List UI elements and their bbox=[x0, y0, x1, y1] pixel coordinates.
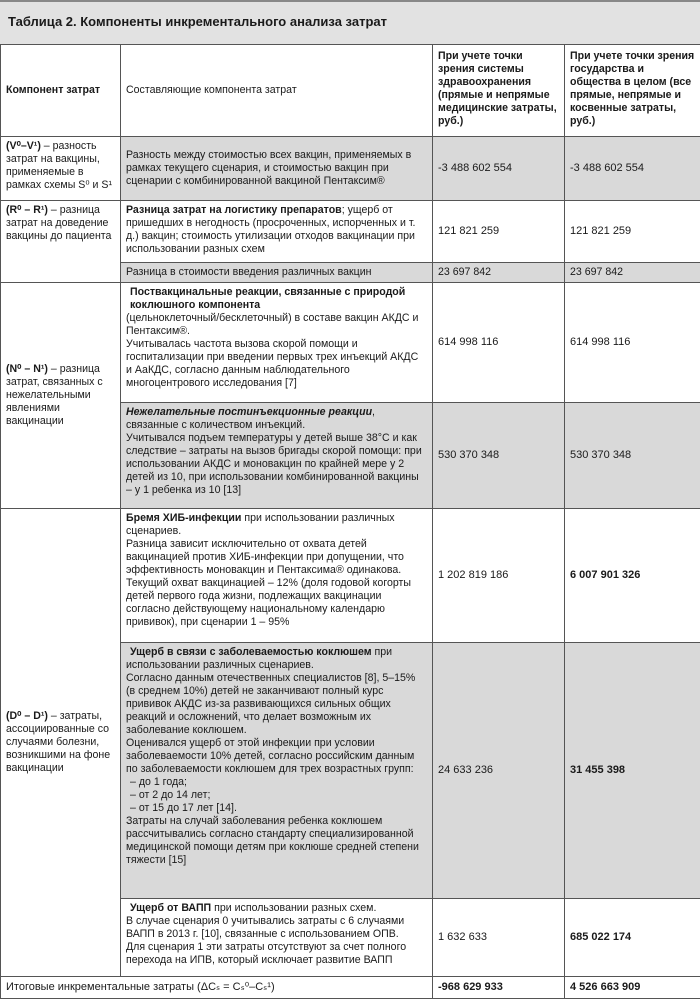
row-postinjection-text bbox=[121, 403, 433, 509]
row-logistics-health: 121 821 259 bbox=[433, 201, 565, 263]
cost-table bbox=[0, 44, 700, 999]
table-row bbox=[1, 509, 700, 643]
total-label: Итоговые инкрементальные затраты (ΔCₛ = Cₛ⁰–Cₛ¹) bbox=[1, 977, 433, 999]
row-pertussis-health: 24 633 236 bbox=[433, 643, 565, 899]
row-postinjection-society: 530 370 348 bbox=[565, 403, 700, 509]
row-pertussis-body4: Затраты на случай заболевания ребенка коклюшем рассчитывались согласно стандарту специализированной медицинской помощи детям при коклюше средней степени тяжести [15] bbox=[126, 815, 419, 866]
row-admin-society: 23 697 842 bbox=[565, 263, 700, 283]
row-pertussis-body3: Оценивался ущерб от этой инфекции при условии заболеваемости 10% детей, согласно российским данным по заболеваемости коклюшем для трех возрастных групп: bbox=[126, 737, 415, 775]
component-v-head: (V⁰–V¹) bbox=[6, 140, 41, 152]
row-pertussis-title: Ущерб в связи с заболеваемостью коклюшем bbox=[130, 646, 372, 658]
component-r bbox=[1, 201, 121, 283]
table-row bbox=[1, 137, 700, 201]
row-vaccine-cost-text: Разность между стоимостью всех вакцин, применяемых в рамках текущего сценария, и стоимостью вакцин при сценарии с комбинированной вакциной Пентаксим® bbox=[121, 137, 433, 201]
row-pertussis-age1: – до 1 года; bbox=[130, 776, 187, 788]
row-vapp-health: 1 632 633 bbox=[433, 899, 565, 977]
row-logistics-body: ; ущерб от пришедших в негодность (просроченных, испорченных и т. д.) вакцин; стоимость утилизации отходов вакцинации при использовании разных схем bbox=[126, 204, 416, 255]
row-vapp-society: 685 022 174 bbox=[565, 899, 700, 977]
total-health: -968 629 933 bbox=[433, 977, 565, 999]
row-pertussis-age3: – от 15 до 17 лет [14]. bbox=[130, 802, 237, 814]
row-postinjection-body1: , связанные с количеством инъекций. bbox=[126, 406, 375, 431]
row-postvaccinal-society: 614 998 116 bbox=[565, 283, 700, 403]
table-row bbox=[1, 283, 700, 403]
component-n-text: – разница затрат, связанных с нежелательными явлениями вакцинации bbox=[6, 363, 103, 427]
row-vapp-title: Ущерб от ВАПП bbox=[130, 902, 212, 914]
row-admin-text: Разница в стоимости введения различных вакцин bbox=[121, 263, 433, 283]
component-d-text: – затраты, ассоциированные со случаями болезни, возникшими на фоне вакцинации bbox=[6, 710, 111, 774]
row-logistics-title: Разница затрат на логистику препаратов bbox=[126, 204, 342, 216]
row-hib-health: 1 202 819 186 bbox=[433, 509, 565, 643]
row-hib-society: 6 007 901 326 bbox=[565, 509, 700, 643]
row-postvaccinal-title: Поствакцинальные реакции, связанные с природой коклюшного компонента bbox=[130, 286, 406, 311]
table-title: Таблица 2. Компоненты инкрементального анализа затрат bbox=[0, 0, 700, 44]
row-vapp-body3: Для сценария 1 эти затраты отсутствуют за счет полного перехода на ИПВ, который исключает развитие ВАПП bbox=[126, 941, 407, 966]
row-postvaccinal-body2: Учитывалась частота вызова скорой помощи и госпитализации при введении первых трех инъекций АКДС и АаКДС, согласно данным наблюдательного многоцентрового исследования [7] bbox=[126, 338, 419, 389]
row-hib-title: Бремя ХИБ-инфекции bbox=[126, 512, 242, 524]
header-society: При учете точки зрения государства и общества в целом (все прямые, непрямые и косвенные затраты, руб.) bbox=[565, 45, 700, 137]
row-postvaccinal-body1: (цельноклеточный/бесклеточный) в составе вакцин АКДС и Пентаксим®. bbox=[126, 312, 419, 337]
row-vaccine-cost-health: -3 488 602 554 bbox=[433, 137, 565, 201]
row-pertussis-body1: при использовании различных сценариев. bbox=[126, 646, 393, 671]
header-component: Компонент затрат bbox=[1, 45, 121, 137]
row-vapp-body1: при использовании разных схем. bbox=[211, 902, 377, 914]
row-postinjection-body2: Учитывался подъем температуры у детей выше 38°C и как следствие – затраты на вызов бригады скорой помощи: при использовании АКДС и моновакцин по крайней мере у 2 детей из 10, при использовании комбинированной вакцины – у 1 ребенка из 10 [13] bbox=[126, 432, 422, 496]
row-postinjection-title: Нежелательные постинъекционные реакции bbox=[126, 406, 373, 418]
row-hib-body2: Разница зависит исключительно от охвата детей вакцинацией против ХИБ-инфекции при допущении, что эффективность моновакцин и Пентаксима® одинакова. Текущий охват вакцинацией – 12% (доля годовой когорты детей первого года жизни, подлежащих вакцинации согласно действующему национальному календарю прививок), при сценарии 1 – 95% bbox=[126, 538, 411, 628]
row-logistics-text bbox=[121, 201, 433, 263]
row-hib-text bbox=[121, 509, 433, 643]
row-vapp-text bbox=[121, 899, 433, 977]
table-row bbox=[1, 201, 700, 263]
component-n-head: (N⁰ – N¹) bbox=[6, 363, 48, 375]
row-hib-body1: при использовании различных сценариев. bbox=[126, 512, 395, 537]
component-d-head: (D⁰ – D¹) bbox=[6, 710, 48, 722]
component-v-text: – разность затрат на вакцины, применяемые в рамках схемы S⁰ и S¹ bbox=[6, 140, 112, 191]
row-pertussis-society: 31 455 398 bbox=[565, 643, 700, 899]
row-pertussis-body2: Согласно данным отечественных специалистов [8], 5–15% (в среднем 10%) детей не заканчивают полный курс прививок АКДС из-за развивающихся сильных общих реакций и осложнений, что делает возможным их заболевание коклюшем. bbox=[126, 672, 416, 736]
total-society: 4 526 663 909 bbox=[565, 977, 700, 999]
row-vaccine-cost-society: -3 488 602 554 bbox=[565, 137, 700, 201]
row-postvaccinal-health: 614 998 116 bbox=[433, 283, 565, 403]
header-parts: Составляющие компонента затрат bbox=[121, 45, 433, 137]
header-health: При учете точки зрения системы здравоохранения (прямые и непрямые медицинские затраты, руб.) bbox=[433, 45, 565, 137]
component-v bbox=[1, 137, 121, 201]
row-pertussis-age2: – от 2 до 14 лет; bbox=[130, 789, 211, 801]
component-r-text: – разница затрат на доведение вакцины до пациента bbox=[6, 204, 112, 242]
component-n bbox=[1, 283, 121, 509]
component-r-head: (R⁰ – R¹) bbox=[6, 204, 48, 216]
row-logistics-society: 121 821 259 bbox=[565, 201, 700, 263]
row-admin-health: 23 697 842 bbox=[433, 263, 565, 283]
row-vapp-body2: В случае сценария 0 учитывались затраты с 6 случаями ВАПП в 2013 г. [10], связанные с использованием ОПВ. bbox=[126, 915, 405, 940]
component-d bbox=[1, 509, 121, 977]
header-row bbox=[1, 45, 700, 137]
row-pertussis-text bbox=[121, 643, 433, 899]
total-row bbox=[1, 977, 700, 999]
row-postvaccinal-text bbox=[121, 283, 433, 403]
row-postinjection-health: 530 370 348 bbox=[433, 403, 565, 509]
